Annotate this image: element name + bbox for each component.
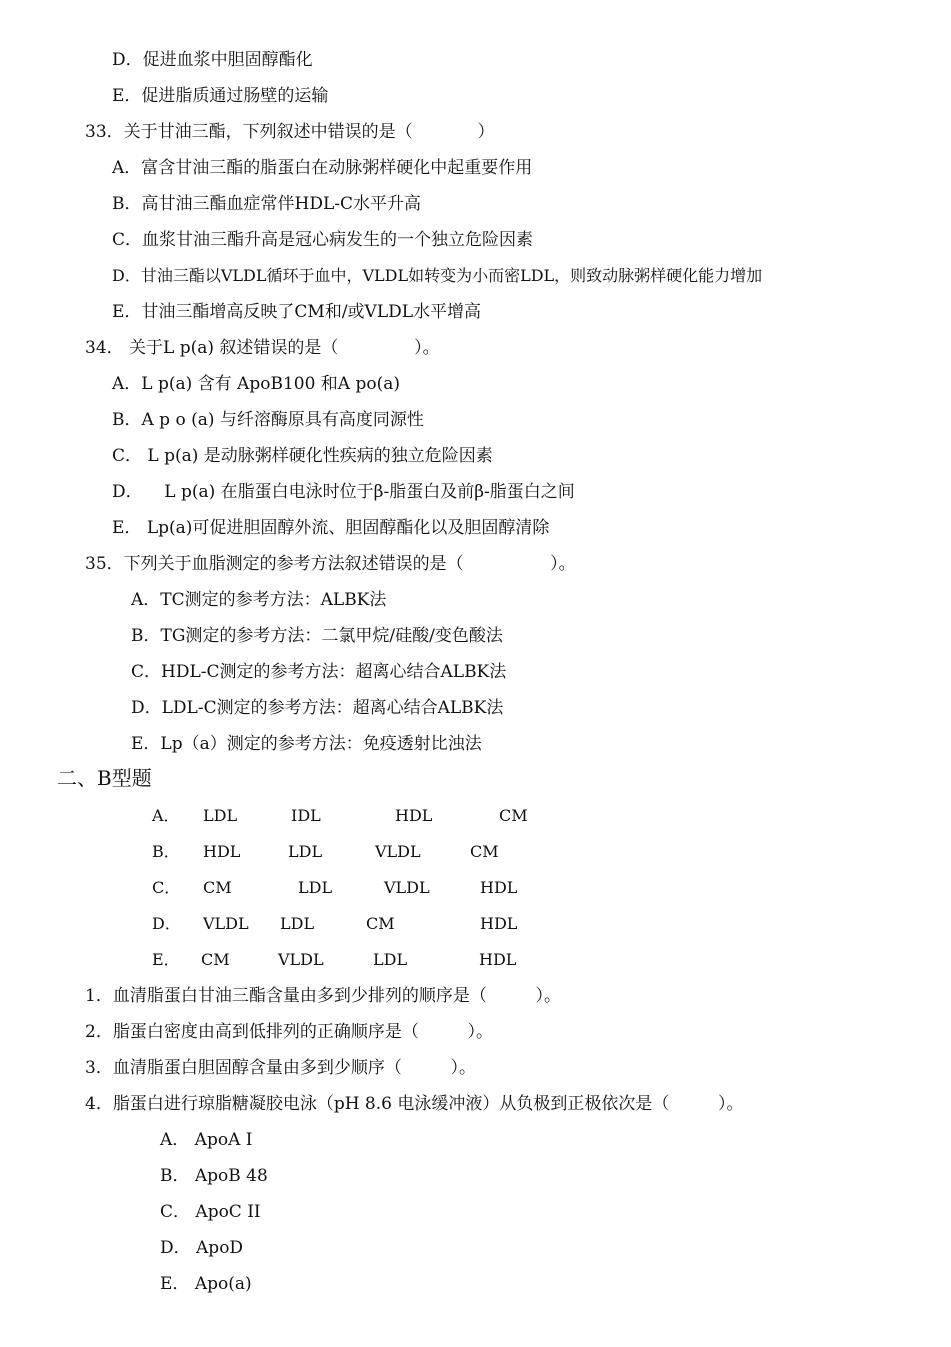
q33-stem: 33．关于甘油三酯，下列叙述中错误的是（ ） — [85, 122, 495, 142]
matrix-cell: CM — [201, 950, 230, 969]
matrix-cell: VLDL — [384, 878, 430, 897]
q35-stem: 35．下列关于血脂测定的参考方法叙述错误的是（ ）。 — [85, 554, 576, 574]
matrix-cell: LDL — [298, 878, 333, 897]
matrix-row-label: A． — [152, 806, 180, 825]
matrix-cell: LDL — [203, 806, 238, 825]
q32-option-e: E．促进脂质通过肠壁的运输 — [112, 86, 329, 106]
matrix-row-label: B． — [152, 842, 180, 861]
b-question-3: 3．血清脂蛋白胆固醇含量由多到少顺序（ ）。 — [85, 1058, 476, 1078]
matrix-cell: HDL — [203, 842, 241, 861]
b-question-1: 1．血清脂蛋白甘油三酯含量由多到少排列的顺序是（ ）。 — [85, 986, 561, 1006]
q33-option-e: E．甘油三酯增高反映了CM和/或VLDL水平增高 — [112, 302, 482, 322]
q33-option-b: B．高甘油三酯血症常伴HDL-C水平升高 — [112, 194, 421, 214]
matrix-cell: IDL — [291, 806, 321, 825]
matrix-row-label: E． — [152, 950, 180, 969]
matrix-cell: HDL — [479, 950, 517, 969]
matrix-row-label: D． — [152, 914, 181, 933]
matrix-cell: LDL — [373, 950, 408, 969]
q35-option-e: E．Lp（a）测定的参考方法：免疫透射比浊法 — [131, 734, 482, 754]
matrix-cell: CM — [203, 878, 232, 897]
matrix-cell: VLDL — [203, 914, 249, 933]
q34-option-b: B．A p o (a) 与纤溶酶原具有高度同源性 — [112, 410, 424, 430]
matrix-cell: HDL — [480, 914, 518, 933]
q35-option-b: B．TG测定的参考方法：二氯甲烷/硅酸/变色酸法 — [131, 626, 503, 646]
q35-option-d: D．LDL-C测定的参考方法：超离心结合ALBK法 — [131, 698, 504, 718]
matrix-cell: CM — [499, 806, 528, 825]
matrix-cell: CM — [470, 842, 499, 861]
q35-option-a: A．TC测定的参考方法：ALBK法 — [131, 590, 387, 610]
matrix-cell: LDL — [280, 914, 315, 933]
q34-option-c: C． L p(a) 是动脉粥样硬化性疾病的独立危险因素 — [112, 446, 493, 466]
q34-option-e: E． Lp(a)可促进胆固醇外流、胆固醇酯化以及胆固醇清除 — [112, 518, 550, 538]
apo-option-b: B． ApoB 48 — [160, 1166, 268, 1186]
matrix-row-label: C． — [152, 878, 181, 897]
q34-stem: 34． 关于L p(a) 叙述错误的是（ ）。 — [85, 338, 440, 358]
q33-option-c: C．血浆甘油三酯升高是冠心病发生的一个独立危险因素 — [112, 230, 534, 250]
q33-option-d: D．甘油三酯以VLDL循环于血中，VLDL如转变为小而密LDL，则致动脉粥样硬化能力增加 — [112, 266, 763, 285]
b-question-2: 2．脂蛋白密度由高到低排列的正确顺序是（ ）。 — [85, 1022, 493, 1042]
matrix-cell: VLDL — [375, 842, 421, 861]
b-question-4: 4．脂蛋白进行琼脂糖凝胶电泳（pH 8.6 电泳缓冲液）从负极到正极依次是（ ）。 — [85, 1094, 744, 1114]
q35-option-c: C．HDL-C测定的参考方法：超离心结合ALBK法 — [131, 662, 507, 682]
q34-option-d: D． L p(a) 在脂蛋白电泳时位于β-脂蛋白及前β-脂蛋白之间 — [112, 482, 575, 502]
q34-option-a: A．L p(a) 含有 ApoB100 和A po(a) — [112, 374, 400, 394]
q32-option-d: D．促进血浆中胆固醇酯化 — [112, 50, 313, 70]
section-2-title: 二、B型题 — [57, 766, 152, 790]
matrix-cell: VLDL — [278, 950, 324, 969]
matrix-cell: LDL — [288, 842, 323, 861]
apo-option-c: C． ApoC II — [160, 1202, 261, 1222]
matrix-cell: CM — [366, 914, 395, 933]
q33-option-a: A．富含甘油三酯的脂蛋白在动脉粥样硬化中起重要作用 — [112, 158, 533, 178]
apo-option-a: A． ApoA I — [160, 1130, 253, 1150]
apo-option-d: D． ApoD — [160, 1238, 244, 1258]
apo-option-e: E． Apo(a) — [160, 1274, 252, 1294]
matrix-cell: HDL — [395, 806, 433, 825]
matrix-cell: HDL — [480, 878, 518, 897]
